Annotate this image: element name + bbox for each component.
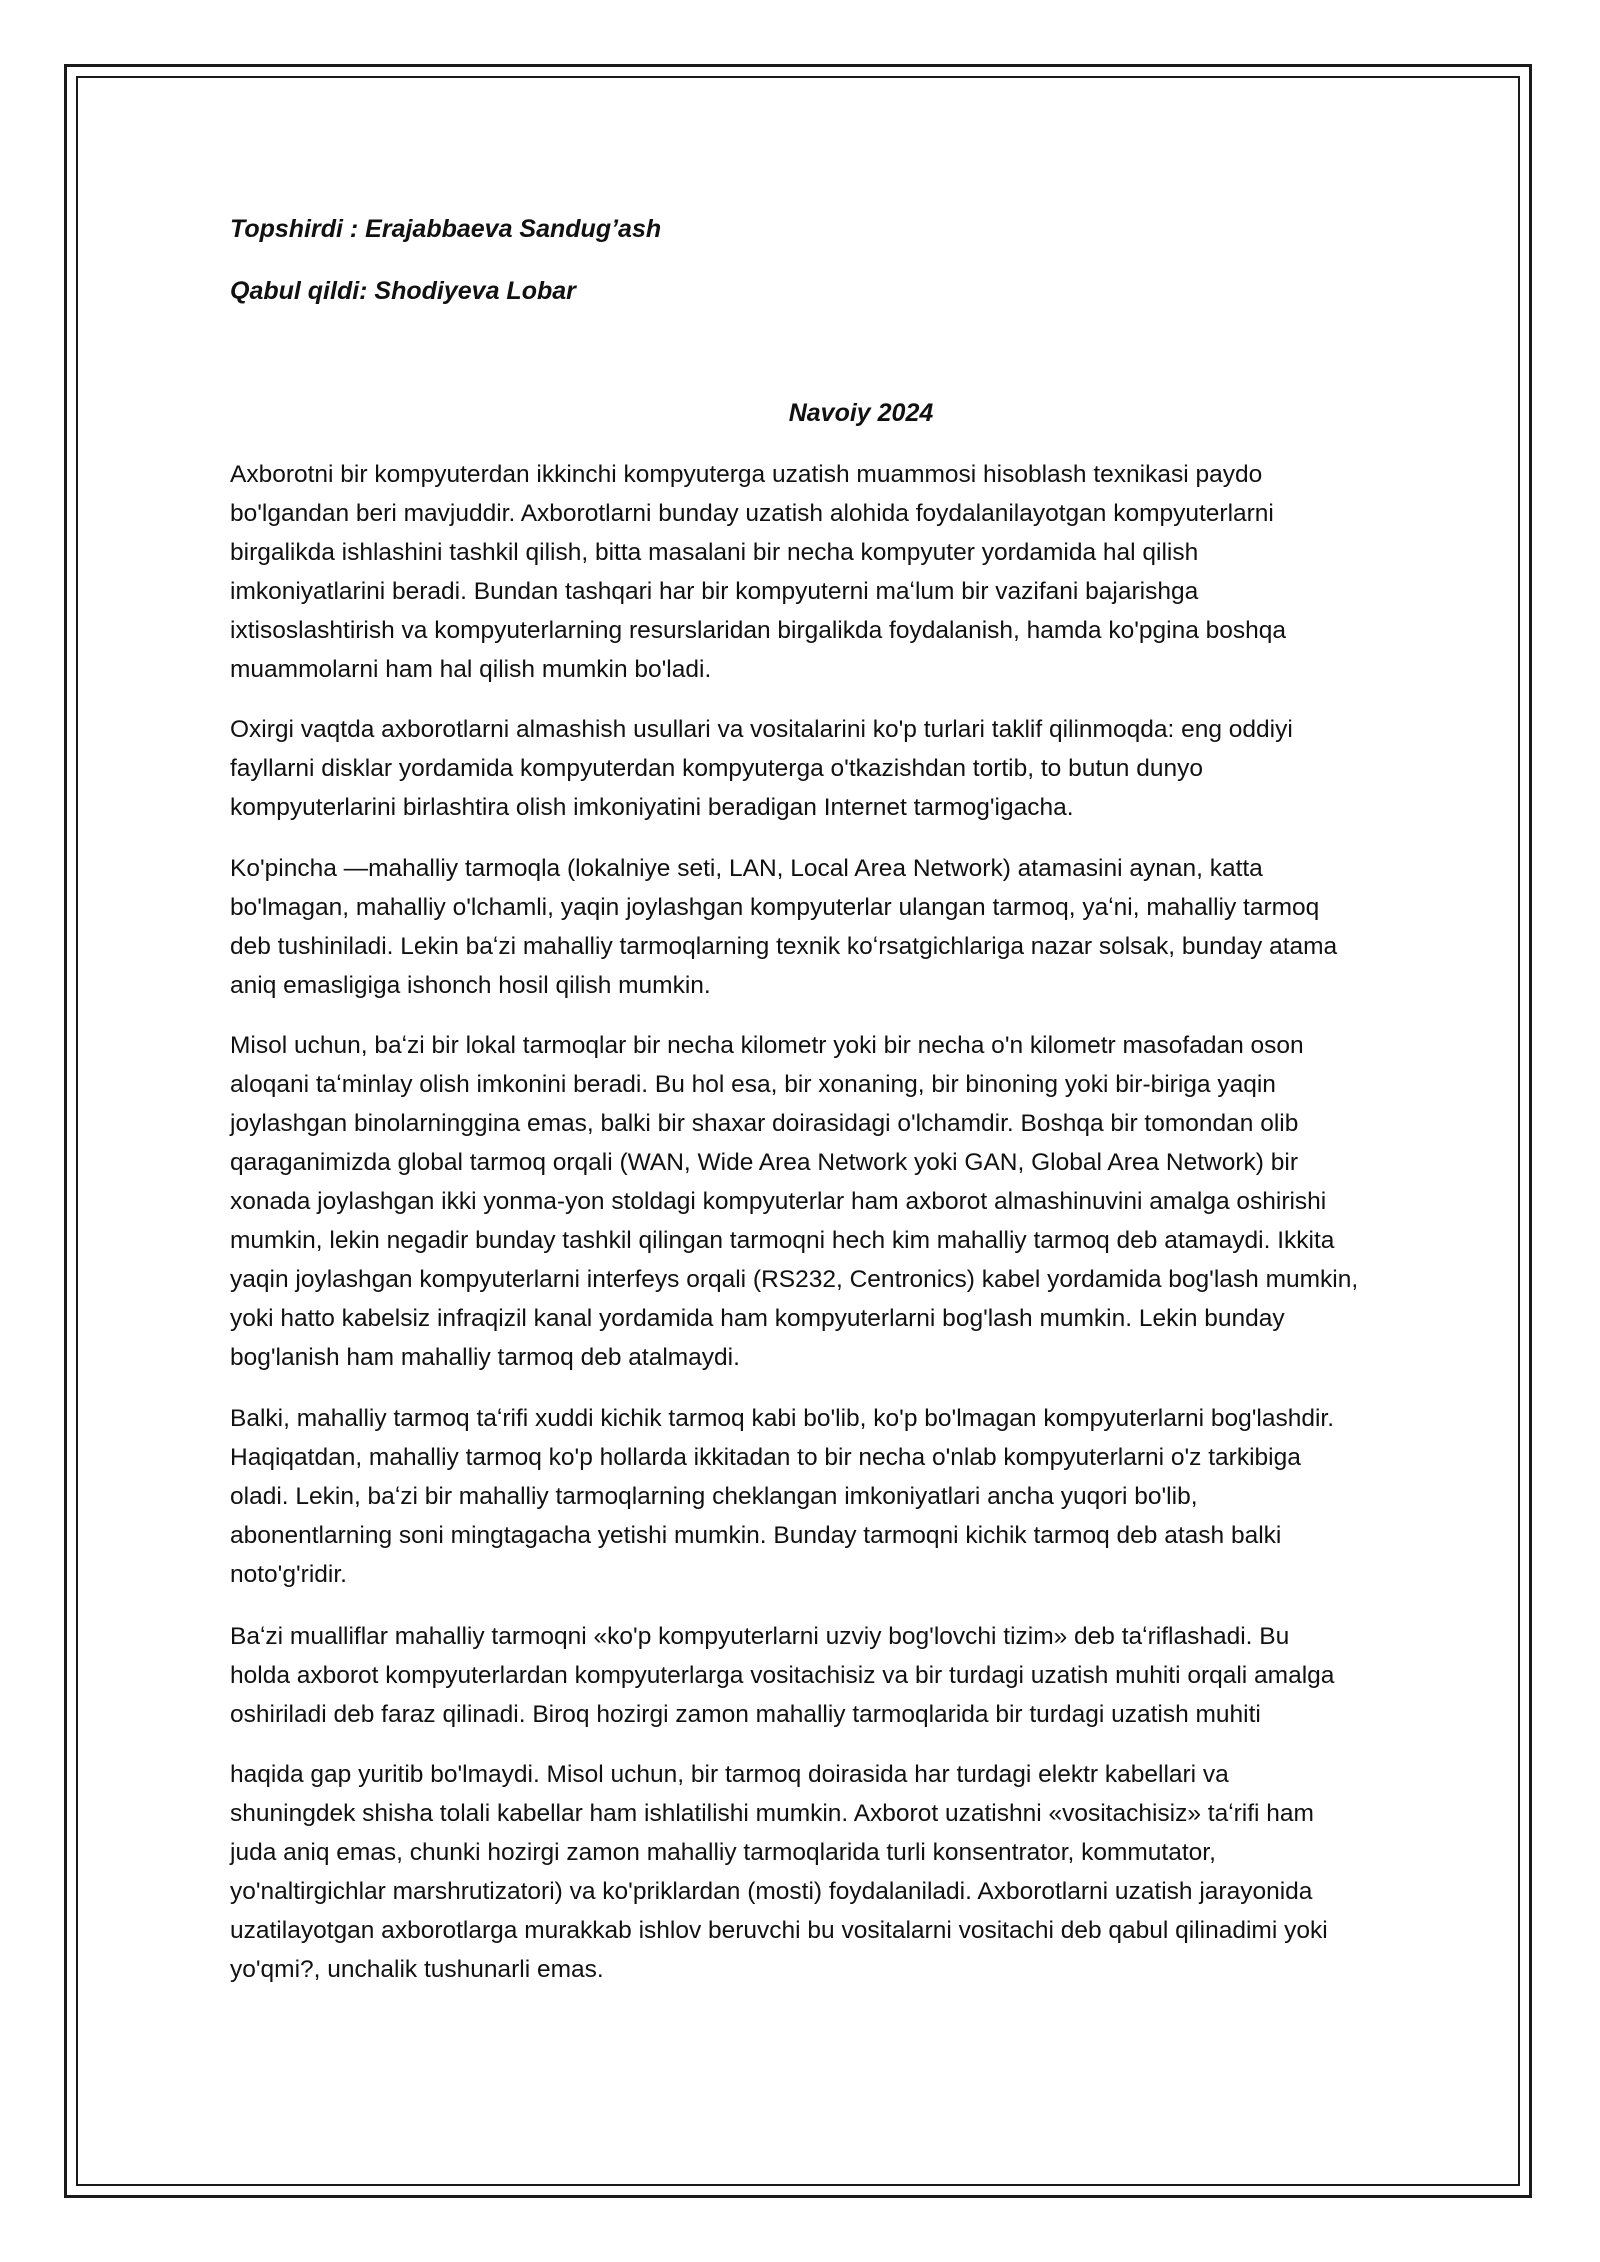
paragraph-line: Axborotni bir kompyuterdan ikkinchi kompyuterga uzatish muammosi hisoblash texnikasi paydo: [230, 461, 1263, 488]
paragraph-line: holda axborot kompyuterlardan kompyuterlarga vositachisiz va bir turdagi uzatish muhiti orqali amalga: [230, 1662, 1335, 1689]
paragraph-3: [230, 849, 1500, 1005]
paragraph-line: aloqani taʻminlay olish imkonini beradi. Bu hol esa, bir xonaning, bir binoning yoki bir-biriga yaqin: [230, 1071, 1276, 1098]
place-date: Navoiy 2024: [788, 399, 934, 427]
paragraph-2: [230, 710, 1500, 827]
paragraph-line: yo'qmi?, unchalik tushunarli emas.: [230, 1956, 604, 1983]
paragraph-line: shuningdek shisha tolali kabellar ham ishlatilishi mumkin. Axborot uzatishni «vositachisiz» taʻrifi ham: [230, 1800, 1314, 1827]
paragraph-line: fayllarni disklar yordamida kompyuterdan kompyuterga o'tkazishdan tortib, to butun dunyo: [230, 755, 1203, 782]
paragraph-line: ixtisoslashtirish va kompyuterlarning resurslaridan birgalikda foydalanish, hamda ko'pgina boshqa: [230, 617, 1287, 644]
paragraph-line: aniq emasligiga ishonch hosil qilish mumkin.: [230, 972, 711, 999]
paragraph-line: haqida gap yuritib bo'lmaydi. Misol uchun, bir tarmoq doirasida har turdagi elektr kabellari va: [230, 1761, 1229, 1788]
paragraph-line: Misol uchun, baʻzi bir lokal tarmoqlar bir necha kilometr yoki bir necha o'n kilometr masofadan oson: [230, 1032, 1304, 1059]
paragraph-line: deb tushiniladi. Lekin baʻzi mahalliy tarmoqlarning texnik koʻrsatgichlariga nazar solsak, bunday atama: [230, 933, 1338, 960]
paragraph-line: Oxirgi vaqtda axborotlarni almashish usullari va vositalarini ko'p turlari taklif qilinmoqda: eng oddiyi: [230, 716, 1293, 743]
paragraph-line: mumkin, lekin negadir bunday tashkil qilingan tarmoqni hech kim mahalliy tarmoq deb atamaydi. Ikkita: [230, 1227, 1335, 1254]
paragraph-line: kompyuterlarini birlashtira olish imkoniyatini beradigan Internet tarmog'igacha.: [230, 794, 1074, 821]
paragraph-line: xonada joylashgan ikki yonma-yon stoldagi kompyuterlar ham axborot almashinuvini amalga oshirishi: [230, 1188, 1327, 1215]
paragraph-line: yoki hatto kabelsiz infraqizil kanal yordamida ham kompyuterlarni bog'lash mumkin. Lekin bunday: [230, 1305, 1285, 1332]
paragraph-6: [230, 1617, 1500, 1734]
paragraph-7: [230, 1755, 1500, 1989]
paragraph-line: Balki, mahalliy tarmoq taʻrifi xuddi kichik tarmoq kabi bo'lib, ko'p bo'lmagan kompyuterlarni bog'lashdir.: [230, 1405, 1335, 1432]
paragraph-line: bo'lmagan, mahalliy o'lchamli, yaqin joylashgan kompyuterlar ulangan tarmoq, yaʻni, mahalliy tarmoq: [230, 894, 1320, 921]
paragraph-line: bog'lanish ham mahalliy tarmoq deb atalmaydi.: [230, 1344, 740, 1371]
paragraph-line: Baʻzi mualliflar mahalliy tarmoqni «ko'p kompyuterlarni uzviy bog'lovchi tizim» deb taʻriflashadi. Bu: [230, 1623, 1290, 1650]
paragraph-line: birgalikda ishlashini tashkil qilish, bitta masalani bir necha kompyuter yordamida hal qilish: [230, 539, 1199, 566]
paragraph-line: oladi. Lekin, baʻzi bir mahalliy tarmoqlarning cheklangan imkoniyatlari ancha yuqori bo'lib,: [230, 1483, 1198, 1510]
submitted-by: Topshirdi : Erajabbaeva Sandug’ash: [230, 215, 662, 243]
paragraph-line: bo'lgandan beri mavjuddir. Axborotlarni bunday uzatish alohida foydalanilayotgan kompyuterlarni: [230, 500, 1274, 527]
paragraph-line: Ko'pincha ―mahalliy tarmoqla (lokalniye seti, LAN, Local Area Network) atamasini aynan, katta: [230, 855, 1263, 882]
paragraph-line: oshiriladi deb faraz qilinadi. Biroq hozirgi zamon mahalliy tarmoqlarida bir turdagi uzatish muhiti: [230, 1701, 1261, 1728]
paragraph-line: imkoniyatlarini beradi. Bundan tashqari har bir kompyuterni maʻlum bir vazifani bajarishga: [230, 578, 1199, 605]
paragraph-5: [230, 1399, 1500, 1594]
paragraph-line: joylashgan binolarninggina emas, balki bir shaxar doirasidagi o'lchamdir. Boshqa bir tomondan olib: [230, 1110, 1299, 1137]
paragraph-line: yaqin joylashgan kompyuterlarni interfeys orqali (RS232, Centronics) kabel yordamida bog'lash mumkin,: [230, 1266, 1359, 1293]
paragraph-line: Haqiqatdan, mahalliy tarmoq ko'p hollarda ikkitadan to bir necha o'nlab kompyuterlarni o'z tarkibiga: [230, 1444, 1301, 1471]
accepted-by: Qabul qildi: Shodiyeva Lobar: [230, 277, 576, 305]
paragraph-4: [230, 1026, 1500, 1377]
paragraph-line: uzatilayotgan axborotlarga murakkab ishlov beruvchi bu vositalarni vositachi deb qabul qilinadimi yoki: [230, 1917, 1328, 1944]
paragraph-line: yo'naltirgichlar marshrutizatori) va ko'priklardan (mosti) foydalaniladi. Axborotlarni uzatish jarayonida: [230, 1878, 1313, 1905]
paragraph-1: [230, 455, 1500, 689]
paragraph-line: juda aniq emas, chunki hozirgi zamon mahalliy tarmoqlarida turli konsentrator, kommutator,: [230, 1839, 1216, 1866]
paragraph-line: abonentlarning soni mingtagacha yetishi mumkin. Bunday tarmoqni kichik tarmoq deb atash balki: [230, 1522, 1282, 1549]
paragraph-line: qaraganimizda global tarmoq orqali (WAN, Wide Area Network yoki GAN, Global Area Network) bir: [230, 1149, 1298, 1176]
paragraph-line: noto'g'ridir.: [230, 1561, 347, 1588]
paragraph-line: muammolarni ham hal qilish mumkin bo'ladi.: [230, 656, 712, 683]
